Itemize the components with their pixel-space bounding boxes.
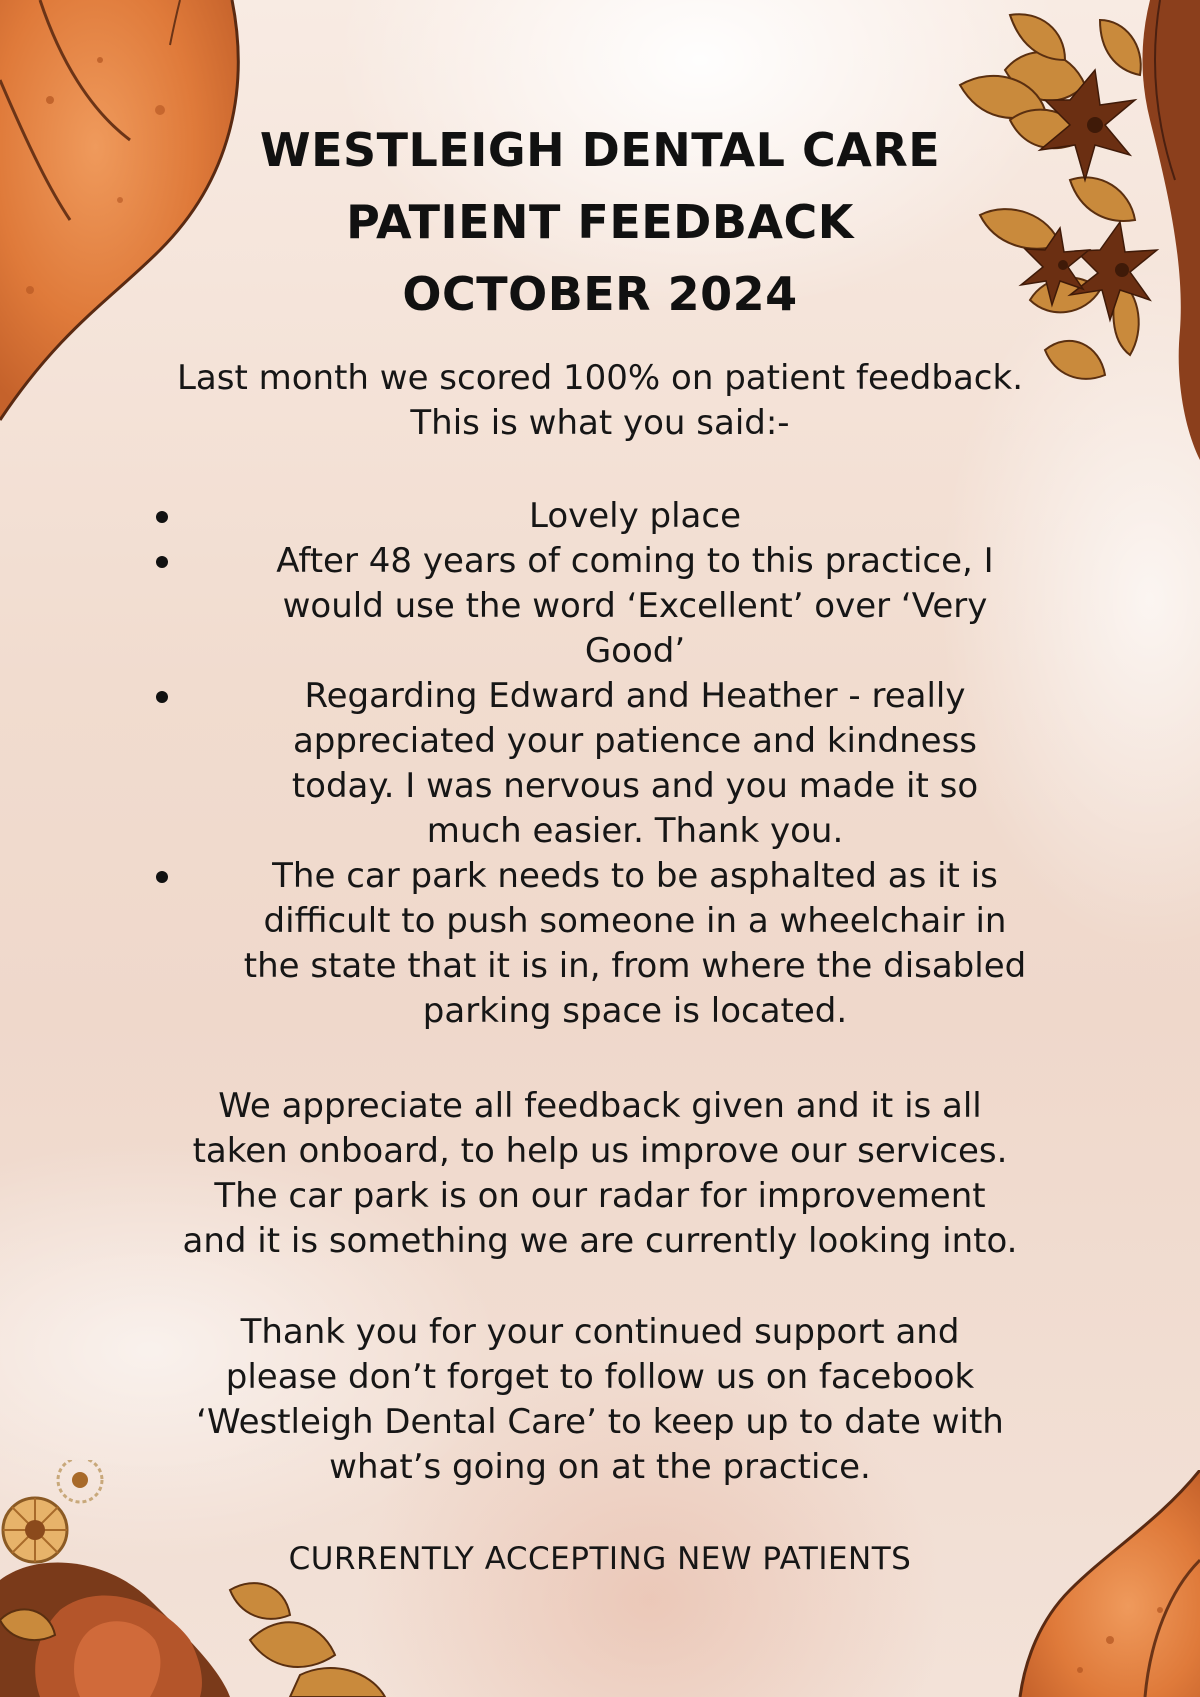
bullet-icon bbox=[156, 556, 168, 568]
feedback-text bbox=[190, 674, 1080, 854]
title-line: WESTLEIGH DENTAL CARE bbox=[259, 123, 941, 177]
intro-line: This is what you said:- bbox=[410, 403, 790, 443]
response-line: and it is something we are currently looking into. bbox=[182, 1221, 1018, 1261]
feedback-line: much easier. Thank you. bbox=[426, 811, 844, 851]
bullet-icon bbox=[156, 871, 168, 883]
bullet-icon bbox=[156, 511, 168, 523]
feedback-item bbox=[150, 494, 1080, 539]
intro-paragraph bbox=[100, 356, 1100, 446]
bullet-icon bbox=[156, 691, 168, 703]
feedback-list bbox=[150, 494, 1080, 1034]
feedback-item bbox=[150, 539, 1080, 674]
feedback-line: would use the word ‘Excellent’ over ‘Very bbox=[282, 586, 988, 626]
new-patients-banner: CURRENTLY ACCEPTING NEW PATIENTS bbox=[288, 1541, 912, 1577]
feedback-text bbox=[190, 854, 1080, 1034]
title-line: OCTOBER 2024 bbox=[402, 267, 798, 321]
feedback-line: Lovely place bbox=[528, 496, 742, 536]
feedback-item bbox=[150, 854, 1080, 1034]
title-line: PATIENT FEEDBACK bbox=[346, 195, 854, 249]
thanks-line: please don’t forget to follow us on facebook bbox=[225, 1357, 975, 1397]
feedback-line: difficult to push someone in a wheelchair in bbox=[263, 901, 1007, 941]
feedback-line: today. I was nervous and you made it so bbox=[291, 766, 979, 806]
poster-title bbox=[200, 114, 1000, 330]
feedback-line: parking space is located. bbox=[422, 991, 848, 1031]
intro-line: Last month we scored 100% on patient feedback. bbox=[176, 358, 1024, 398]
feedback-line: Good’ bbox=[584, 631, 686, 671]
feedback-line: After 48 years of coming to this practice, I bbox=[276, 541, 994, 581]
feedback-line: the state that it is in, from where the disabled bbox=[243, 946, 1027, 986]
response-paragraph bbox=[100, 1084, 1100, 1264]
thanks-line: Thank you for your continued support and bbox=[240, 1312, 960, 1352]
thanks-line: ‘Westleigh Dental Care’ to keep up to date with bbox=[196, 1402, 1004, 1442]
thanks-line: what’s going on at the practice. bbox=[329, 1447, 871, 1487]
feedback-line: appreciated your patience and kindness bbox=[292, 721, 978, 761]
feedback-text bbox=[190, 539, 1080, 674]
response-line: We appreciate all feedback given and it is all bbox=[218, 1086, 982, 1126]
response-line: The car park is on our radar for improvement bbox=[214, 1176, 986, 1216]
thanks-paragraph bbox=[100, 1310, 1100, 1490]
feedback-item bbox=[150, 674, 1080, 854]
feedback-line: Regarding Edward and Heather - really bbox=[304, 676, 966, 716]
feedback-line: The car park needs to be asphalted as it is bbox=[272, 856, 998, 896]
response-line: taken onboard, to help us improve our services. bbox=[192, 1131, 1008, 1171]
feedback-text bbox=[190, 494, 1080, 539]
